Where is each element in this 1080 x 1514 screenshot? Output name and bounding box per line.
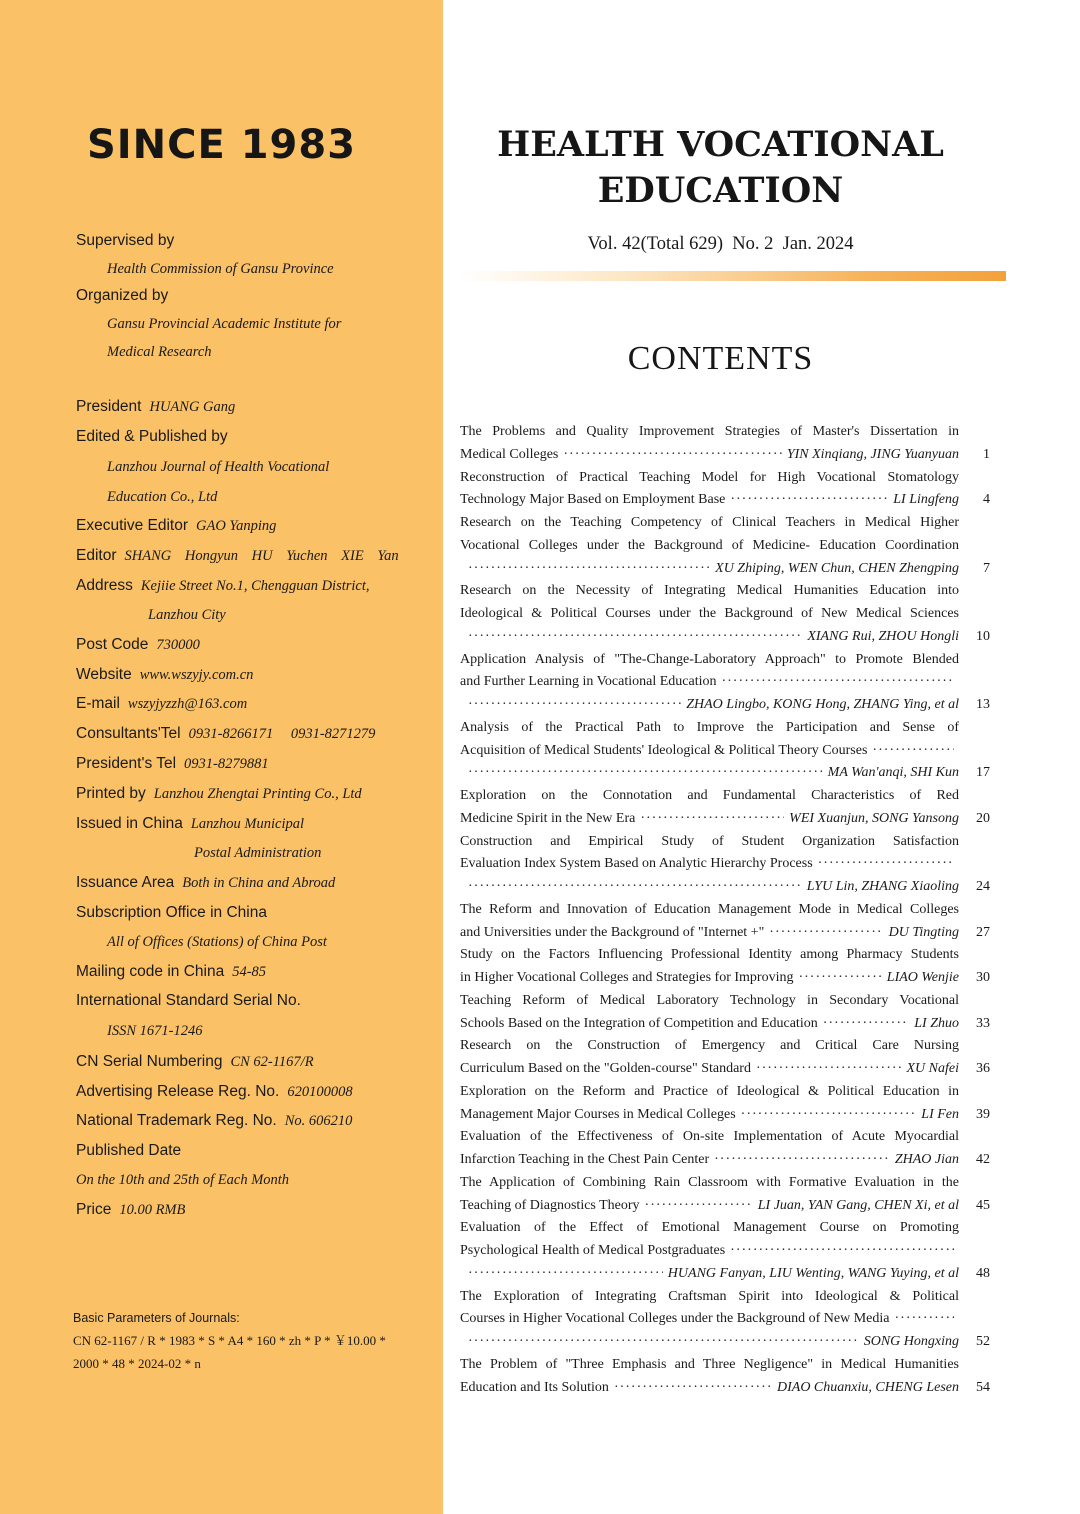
toc-line <box>460 671 959 693</box>
since-year: SINCE 1983 <box>86 122 357 168</box>
toc-line <box>460 808 959 830</box>
toc-title-text: Medical Colleges <box>460 447 559 462</box>
postcode-value: 730000 <box>156 637 200 653</box>
toc-leader-dots <box>468 1263 663 1285</box>
address-value-1: Kejiie Street No.1, Chengguan District, <box>140 578 370 594</box>
toc-title-text: and Universities under the Background of "Internet +" <box>460 925 765 940</box>
toc-line <box>460 1263 959 1285</box>
toc-title-text: Courses in Higher Vocational Colleges under the Background of New Media <box>460 1311 890 1326</box>
toc-leader-dots <box>769 922 883 944</box>
toc-page-number: 33 <box>976 1016 990 1031</box>
trademark-label: National Trademark Reg. No. <box>76 1112 277 1129</box>
cn-label: CN Serial Numbering <box>76 1053 223 1070</box>
toc-line <box>460 1331 959 1353</box>
toc-leader-dots <box>640 808 784 830</box>
toc-line <box>460 762 959 784</box>
toc-page-number: 27 <box>976 925 990 940</box>
toc-line: Research on the Necessity of Integrating Medical Humanities Education into <box>460 583 959 598</box>
president-label: President <box>76 398 142 415</box>
toc-leader-dots <box>872 740 954 762</box>
masthead-panel <box>0 0 443 1514</box>
toc-line: Reconstruction of Practical Teaching Model for High Vocational Stomatology <box>460 470 959 485</box>
email-value: wszyjyzzh@163.com <box>127 696 248 712</box>
toc-page-number: 24 <box>976 879 990 894</box>
price-label: Price <box>76 1201 112 1218</box>
issued-value-1: Lanzhou Municipal <box>190 816 305 832</box>
toc-page-number: 36 <box>976 1061 990 1076</box>
mailing-row <box>76 963 266 981</box>
toc-line <box>460 558 959 580</box>
printed-value: Lanzhou Zhengtai Printing Co., Ltd <box>153 786 362 802</box>
organized-value-1: Gansu Provincial Academic Institute for <box>107 316 342 332</box>
toc-leader-dots <box>468 558 710 580</box>
toc-leader-dots <box>468 762 823 784</box>
address-value-2: Lanzhou City <box>148 607 226 623</box>
toc-line: The Problems and Quality Improvement Strategies of Master's Dissertation in <box>460 424 959 439</box>
toc-line <box>460 694 959 716</box>
toc-authors: HUANG Fanyan, LIU Wenting, WANG Yuying, et al <box>667 1266 959 1281</box>
accent-bar <box>460 271 1006 281</box>
toc-line: Study on the Factors Influencing Professional Identity among Pharmacy Students <box>460 947 959 962</box>
toc-line <box>460 1195 959 1217</box>
toc-page-number: 42 <box>976 1152 990 1167</box>
toc-line <box>460 1308 959 1330</box>
toc-title-text: Infarction Teaching in the Chest Pain Center <box>460 1152 710 1167</box>
toc-line <box>460 444 959 466</box>
toc-line: Ideological & Political Courses under the Background of New Medical Sciences <box>460 606 959 621</box>
toc-leader-dots <box>468 1331 859 1353</box>
cn-value: CN 62-1167/R <box>230 1054 314 1070</box>
toc-authors: MA Wan'anqi, SHI Kun <box>827 765 959 780</box>
toc-line: Research on the Teaching Competency of Clinical Teachers in Medical Higher <box>460 515 959 530</box>
advert-value: 620100008 <box>287 1084 353 1100</box>
website-row <box>76 666 253 684</box>
editor-row <box>76 547 399 565</box>
toc-leader-dots <box>730 1240 954 1262</box>
toc-line <box>460 922 959 944</box>
toc-line: The Reform and Innovation of Education Management Mode in Medical Colleges <box>460 902 959 917</box>
toc-page-number: 52 <box>976 1334 990 1349</box>
toc-page-number: 48 <box>976 1266 990 1281</box>
website-label: Website <box>76 666 132 683</box>
printed-row <box>76 785 362 803</box>
toc-authors: LYU Lin, ZHANG Xiaoling <box>806 879 959 894</box>
toc-title-text: and Further Learning in Vocational Education <box>460 674 717 689</box>
toc-authors: LI Lingfeng <box>893 492 959 507</box>
basic-params-label: Basic Parameters of Journals: <box>73 1311 240 1325</box>
toc-authors: ZHAO Lingbo, KONG Hong, ZHANG Ying, et al <box>686 697 959 712</box>
toc-line: Vocational Colleges under the Background of Medicine- Education Coordination <box>460 538 959 553</box>
toc-leader-dots <box>721 671 954 693</box>
toc-page-number: 10 <box>976 629 990 644</box>
address-label: Address <box>76 577 133 594</box>
president-value: HUANG Gang <box>149 399 236 415</box>
toc-line: The Application of Combining Rain Classroom with Formative Evaluation in the <box>460 1175 959 1190</box>
toc-leader-dots <box>818 853 954 875</box>
consultants-label: Consultants'Tel <box>76 725 181 742</box>
toc-page-number: 20 <box>976 811 990 826</box>
basic-params-code-1: CN 62-1167 / R * 1983 * S * A4 * 160 * zh * P * ￥10.00 * <box>73 1333 386 1348</box>
supervised-value: Health Commission of Gansu Province <box>107 261 334 277</box>
postcode-row <box>76 636 200 654</box>
toc-authors: LI Zhuo <box>914 1016 959 1031</box>
edited-value-2: Education Co., Ltd <box>107 489 218 505</box>
address-row <box>76 577 370 595</box>
toc-title-text: Psychological Health of Medical Postgraduates <box>460 1243 726 1258</box>
toc-authors: XU Zhiping, WEN Chun, CHEN Zhengping <box>715 561 959 576</box>
toc-leader-dots <box>756 1058 902 1080</box>
website-value: www.wszyjy.com.cn <box>139 667 254 683</box>
editor-label: Editor <box>76 547 117 564</box>
trademark-row <box>76 1112 352 1130</box>
mailing-label: Mailing code in China <box>76 963 225 980</box>
toc-page-number: 39 <box>976 1107 990 1122</box>
toc-line: Construction and Empirical Study of Student Organization Satisfaction <box>460 834 959 849</box>
presidents-tel-value: 0931-8279881 <box>184 756 269 772</box>
toc-line <box>460 1240 959 1262</box>
pubdate-value: On the 10th and 25th of Each Month <box>76 1172 290 1188</box>
toc-page-number: 17 <box>976 765 990 780</box>
advert-row <box>76 1083 353 1101</box>
toc-leader-dots <box>741 1104 917 1126</box>
toc-line <box>460 489 959 511</box>
subscription-value: All of Offices (Stations) of China Post <box>107 934 327 950</box>
organized-label: Organized by <box>76 287 169 304</box>
toc-title-text: Acquisition of Medical Students' Ideological & Political Theory Courses <box>460 743 868 758</box>
toc-authors: SONG Hongxing <box>863 1334 959 1349</box>
email-row <box>76 695 247 713</box>
toc-line <box>460 1377 959 1399</box>
toc-line <box>460 1058 959 1080</box>
toc-line: The Exploration of Integrating Craftsman Spirit into Ideological & Political <box>460 1289 959 1304</box>
exec-editor-label: Executive Editor <box>76 517 188 534</box>
volume-info: Vol. 42(Total 629) No. 2 Jan. 2024 <box>587 234 854 254</box>
toc-line: Evaluation of the Effect of Emotional Management Course on Promoting <box>460 1220 959 1235</box>
toc-title-text: Education and Its Solution <box>460 1380 609 1395</box>
trademark-value: No. 606210 <box>284 1113 353 1129</box>
toc-line <box>460 1104 959 1126</box>
presidents-tel-label: President's Tel <box>76 755 177 772</box>
issued-row <box>76 815 304 833</box>
toc-line <box>460 740 959 762</box>
issuance-value: Both in China and Abroad <box>182 875 336 891</box>
toc-line <box>460 626 959 648</box>
toc-line <box>460 1149 959 1171</box>
toc-line <box>460 876 959 898</box>
toc-leader-dots <box>730 489 888 511</box>
toc-page-number: 45 <box>976 1198 990 1213</box>
issn-label: International Standard Serial No. <box>76 992 301 1009</box>
toc-line: Exploration on the Connotation and Fundamental Characteristics of Red <box>460 788 959 803</box>
toc-line: Analysis of the Practical Path to Improve the Participation and Sense of <box>460 720 959 735</box>
toc-leader-dots <box>468 876 802 898</box>
email-label: E-mail <box>76 695 120 712</box>
organized-value-2: Medical Research <box>107 344 212 360</box>
toc-leader-dots <box>714 1149 890 1171</box>
consultants-row <box>76 725 375 743</box>
toc-page-number: 30 <box>976 970 990 985</box>
toc-title-text: Technology Major Based on Employment Base <box>460 492 726 507</box>
issn-value: ISSN 1671-1246 <box>107 1023 203 1039</box>
toc-authors: LI Fen <box>921 1107 959 1122</box>
toc-line: Teaching Reform of Medical Laboratory Technology in Secondary Vocational <box>460 993 959 1008</box>
toc-leader-dots <box>798 967 881 989</box>
price-value: 10.00 RMB <box>119 1202 186 1218</box>
supervised-label: Supervised by <box>76 232 175 249</box>
toc-line: Exploration on the Reform and Practice of Ideological & Political Education in <box>460 1084 959 1099</box>
price-row <box>76 1201 185 1219</box>
advert-label: Advertising Release Reg. No. <box>76 1083 280 1100</box>
editor-value: SHANG Hongyun HU Yuchen XIE Yan <box>124 548 399 564</box>
consultants-value: 0931-8266171 0931-8271279 <box>188 726 376 742</box>
toc-authors: DU Tingting <box>888 925 959 940</box>
toc-title-text: Medicine Spirit in the New Era <box>460 811 636 826</box>
basic-params-code-2: 2000 * 48 * 2024-02 * n <box>73 1356 201 1371</box>
edited-label: Edited & Published by <box>76 428 228 445</box>
issued-value-2: Postal Administration <box>194 845 322 861</box>
exec-editor-value: GAO Yanping <box>196 518 277 534</box>
issued-label: Issued in China <box>76 815 183 832</box>
toc-leader-dots <box>563 444 781 466</box>
toc-authors: YIN Xinqiang, JING Yuanyuan <box>786 447 959 462</box>
subscription-label: Subscription Office in China <box>76 904 267 921</box>
toc-title-text: Teaching of Diagnostics Theory <box>460 1198 640 1213</box>
toc-line: Evaluation of the Effectiveness of On-site Implementation of Acute Myocardial <box>460 1129 959 1144</box>
toc-authors: XIANG Rui, ZHOU Hongli <box>807 629 959 644</box>
toc-page-number: 4 <box>983 492 990 507</box>
toc-line: The Problem of "Three Emphasis and Three Negligence" in Medical Humanities <box>460 1357 959 1372</box>
toc-authors: ZHAO Jian <box>894 1152 959 1167</box>
toc-authors: LI Juan, YAN Gang, CHEN Xi, et al <box>757 1198 959 1213</box>
issuance-row <box>76 874 335 892</box>
cn-row <box>76 1053 314 1071</box>
journal-title-line1: HEALTH VOCATIONAL <box>497 124 944 165</box>
toc-title-text: Curriculum Based on the "Golden-course" Standard <box>460 1061 751 1076</box>
toc-authors: XU Nafei <box>906 1061 959 1076</box>
president-row <box>76 398 235 416</box>
toc-line <box>460 1013 959 1035</box>
contents-panel <box>443 0 1080 1514</box>
exec-editor-row <box>76 517 276 535</box>
toc-leader-dots <box>468 694 681 716</box>
toc-line <box>460 967 959 989</box>
toc-line: Application Analysis of "The-Change-Laboratory Approach" to Promote Blended <box>460 652 959 667</box>
toc-line <box>460 853 959 875</box>
toc-authors: WEI Xuanjun, SONG Yansong <box>789 811 959 826</box>
journal-title-line2: EDUCATION <box>597 170 844 211</box>
edited-value-1: Lanzhou Journal of Health Vocational <box>107 459 330 475</box>
presidents-tel-row <box>76 755 269 773</box>
toc-authors: LIAO Wenjie <box>886 970 959 985</box>
toc-leader-dots <box>645 1195 753 1217</box>
toc-leader-dots <box>823 1013 910 1035</box>
toc-leader-dots <box>895 1308 954 1330</box>
toc-title-text: Evaluation Index System Based on Analytic Hierarchy Process <box>460 856 813 871</box>
toc-page-number: 7 <box>983 561 990 576</box>
toc-title-text: Management Major Courses in Medical Colleges <box>460 1107 736 1122</box>
journal-title <box>443 122 998 214</box>
toc-title-text: Schools Based on the Integration of Competition and Education <box>460 1016 818 1031</box>
toc-authors: DIAO Chuanxiu, CHENG Lesen <box>777 1380 959 1395</box>
issuance-label: Issuance Area <box>76 874 175 891</box>
toc-page-number: 1 <box>983 447 990 462</box>
toc-title-text: in Higher Vocational Colleges and Strategies for Improving <box>460 970 794 985</box>
toc-leader-dots <box>468 626 802 648</box>
toc-page-number: 54 <box>976 1380 990 1395</box>
toc-line: Research on the Construction of Emergency and Critical Care Nursing <box>460 1038 959 1053</box>
postcode-label: Post Code <box>76 636 149 653</box>
mailing-value: 54-85 <box>232 964 267 980</box>
printed-label: Printed by <box>76 785 146 802</box>
pubdate-label: Published Date <box>76 1142 182 1159</box>
contents-heading: CONTENTS <box>627 340 814 377</box>
toc-page-number: 13 <box>976 697 990 712</box>
toc-leader-dots <box>614 1377 772 1399</box>
